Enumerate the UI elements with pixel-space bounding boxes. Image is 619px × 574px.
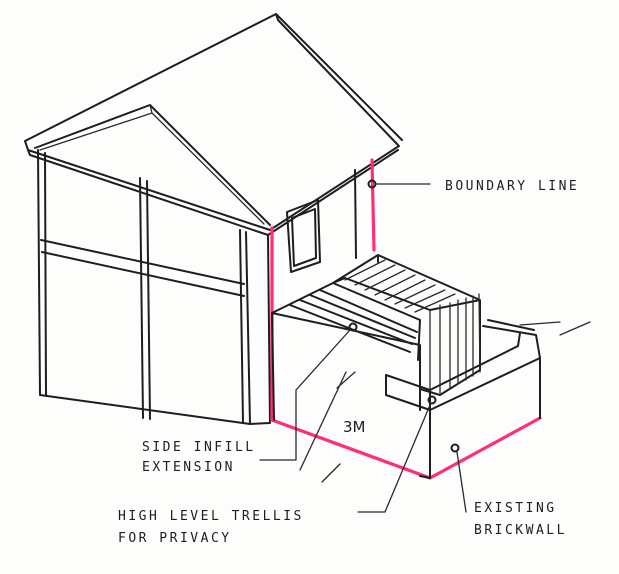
- label-side-infill-1: SIDE INFILL: [142, 440, 256, 455]
- dimension-3m: [300, 372, 366, 482]
- label-brickwall-1: EXISTING: [474, 501, 557, 516]
- dimension-label: 3M: [343, 418, 366, 436]
- label-side-infill-2: EXTENSION: [142, 460, 235, 475]
- boundary-line: [272, 160, 540, 478]
- label-trellis-1: HIGH LEVEL TRELLIS: [118, 509, 304, 524]
- gable-facade: [38, 150, 250, 424]
- label-brickwall-2: BRICKWALL: [474, 523, 567, 538]
- roof-outline: [25, 14, 402, 235]
- side-infill-extension: [272, 255, 590, 478]
- leaders: [260, 181, 466, 513]
- brick-wall-front: [272, 313, 540, 478]
- label-boundary-line: BOUNDARY LINE: [445, 179, 580, 194]
- brickwall-marker: [452, 445, 459, 452]
- window-grid: [41, 178, 244, 419]
- label-trellis-2: FOR PRIVACY: [118, 531, 232, 546]
- house: [25, 14, 402, 424]
- brick-wall-top: [386, 320, 540, 410]
- annotations: [118, 179, 579, 546]
